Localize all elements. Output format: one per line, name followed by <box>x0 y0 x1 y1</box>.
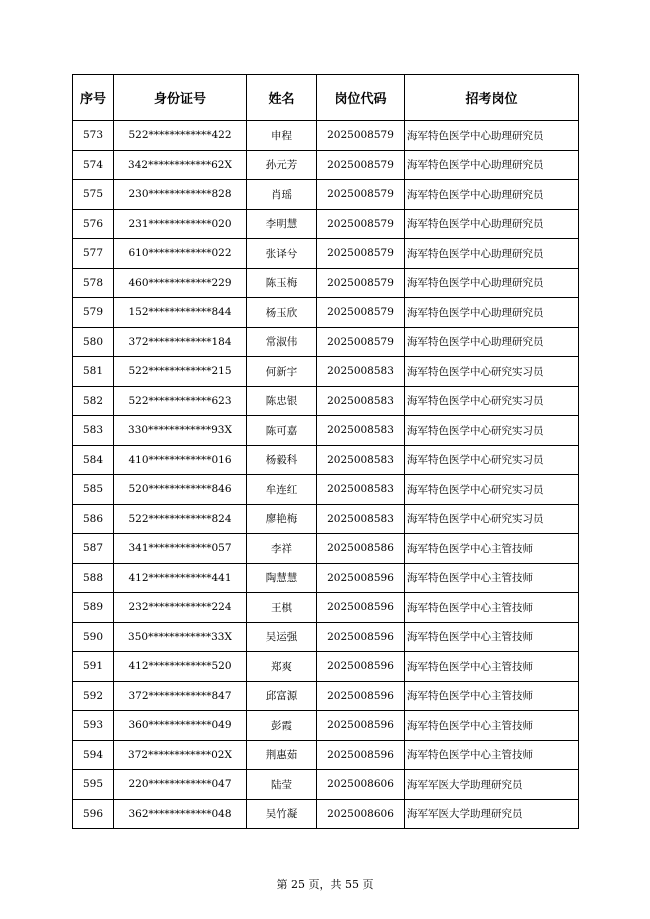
table-row <box>73 357 579 387</box>
cell-name: 何新宇 <box>247 357 317 387</box>
cell-id-number: 522************422 <box>114 121 247 151</box>
cell-id-number: 412************520 <box>114 652 247 682</box>
table-row <box>73 770 579 800</box>
roster-table <box>72 74 579 829</box>
cell-seq: 593 <box>73 711 114 741</box>
table-row <box>73 121 579 151</box>
cell-seq: 577 <box>73 239 114 269</box>
cell-post-title: 海军特色医学中心主管技师 <box>405 711 579 741</box>
header-post-code: 岗位代码 <box>317 75 405 121</box>
cell-seq: 576 <box>73 209 114 239</box>
cell-seq: 585 <box>73 475 114 505</box>
cell-name: 吴竹凝 <box>247 799 317 829</box>
cell-post-title: 海军特色医学中心主管技师 <box>405 740 579 770</box>
cell-name: 荆惠茹 <box>247 740 317 770</box>
cell-id-number: 460************229 <box>114 268 247 298</box>
cell-name: 陶慧慧 <box>247 563 317 593</box>
cell-seq: 583 <box>73 416 114 446</box>
cell-id-number: 330************93X <box>114 416 247 446</box>
cell-post-code: 2025008596 <box>317 563 405 593</box>
table-row <box>73 534 579 564</box>
cell-seq: 587 <box>73 534 114 564</box>
header-post-title: 招考岗位 <box>405 75 579 121</box>
table-header-row <box>73 75 579 121</box>
cell-post-code: 2025008583 <box>317 386 405 416</box>
cell-name: 肖瑶 <box>247 180 317 210</box>
cell-post-title: 海军特色医学中心助理研究员 <box>405 298 579 328</box>
cell-seq: 589 <box>73 593 114 623</box>
cell-name: 李明慧 <box>247 209 317 239</box>
cell-post-code: 2025008579 <box>317 298 405 328</box>
cell-post-title: 海军特色医学中心研究实习员 <box>405 475 579 505</box>
cell-seq: 578 <box>73 268 114 298</box>
cell-post-title: 海军特色医学中心研究实习员 <box>405 386 579 416</box>
cell-post-code: 2025008586 <box>317 534 405 564</box>
cell-post-title: 海军特色医学中心主管技师 <box>405 534 579 564</box>
header-seq: 序号 <box>73 75 114 121</box>
cell-seq: 590 <box>73 622 114 652</box>
table-row <box>73 652 579 682</box>
cell-post-code: 2025008606 <box>317 799 405 829</box>
cell-name: 陆莹 <box>247 770 317 800</box>
table-row <box>73 504 579 534</box>
cell-post-title: 海军特色医学中心研究实习员 <box>405 357 579 387</box>
cell-post-title: 海军特色医学中心助理研究员 <box>405 239 579 269</box>
header-name: 姓名 <box>247 75 317 121</box>
header-id-number: 身份证号 <box>114 75 247 121</box>
cell-seq: 584 <box>73 445 114 475</box>
table-body <box>73 121 579 829</box>
table-row <box>73 298 579 328</box>
cell-post-code: 2025008596 <box>317 740 405 770</box>
cell-id-number: 341************057 <box>114 534 247 564</box>
cell-id-number: 220************047 <box>114 770 247 800</box>
cell-name: 吴运强 <box>247 622 317 652</box>
cell-post-code: 2025008596 <box>317 681 405 711</box>
cell-post-title: 海军特色医学中心主管技师 <box>405 593 579 623</box>
cell-post-title: 海军特色医学中心主管技师 <box>405 563 579 593</box>
table-row <box>73 386 579 416</box>
cell-seq: 580 <box>73 327 114 357</box>
cell-name: 杨毅科 <box>247 445 317 475</box>
cell-post-code: 2025008596 <box>317 711 405 741</box>
table-row <box>73 416 579 446</box>
cell-id-number: 410************016 <box>114 445 247 475</box>
cell-post-title: 海军特色医学中心主管技师 <box>405 652 579 682</box>
cell-id-number: 610************022 <box>114 239 247 269</box>
table-row <box>73 475 579 505</box>
cell-id-number: 522************215 <box>114 357 247 387</box>
cell-seq: 596 <box>73 799 114 829</box>
cell-seq: 573 <box>73 121 114 151</box>
cell-seq: 594 <box>73 740 114 770</box>
cell-id-number: 231************020 <box>114 209 247 239</box>
cell-post-title: 海军特色医学中心助理研究员 <box>405 150 579 180</box>
cell-post-title: 海军特色医学中心助理研究员 <box>405 268 579 298</box>
table-row <box>73 268 579 298</box>
cell-seq: 588 <box>73 563 114 593</box>
cell-post-code: 2025008579 <box>317 121 405 151</box>
cell-post-title: 海军特色医学中心主管技师 <box>405 622 579 652</box>
cell-post-title: 海军特色医学中心主管技师 <box>405 681 579 711</box>
cell-seq: 579 <box>73 298 114 328</box>
cell-post-code: 2025008579 <box>317 150 405 180</box>
cell-post-title: 海军特色医学中心助理研究员 <box>405 209 579 239</box>
cell-post-code: 2025008596 <box>317 593 405 623</box>
cell-post-title: 海军特色医学中心助理研究员 <box>405 327 579 357</box>
table-row <box>73 622 579 652</box>
table-row <box>73 799 579 829</box>
cell-name: 孙元芳 <box>247 150 317 180</box>
cell-name: 张译兮 <box>247 239 317 269</box>
cell-name: 彭霞 <box>247 711 317 741</box>
cell-name: 王棋 <box>247 593 317 623</box>
cell-id-number: 342************62X <box>114 150 247 180</box>
cell-id-number: 230************828 <box>114 180 247 210</box>
cell-post-title: 海军特色医学中心助理研究员 <box>405 180 579 210</box>
cell-post-title: 海军特色医学中心研究实习员 <box>405 445 579 475</box>
cell-post-code: 2025008579 <box>317 239 405 269</box>
cell-post-title: 海军特色医学中心助理研究员 <box>405 121 579 151</box>
cell-post-title: 海军军医大学助理研究员 <box>405 770 579 800</box>
cell-post-code: 2025008579 <box>317 180 405 210</box>
cell-post-code: 2025008583 <box>317 475 405 505</box>
cell-seq: 582 <box>73 386 114 416</box>
table-row <box>73 593 579 623</box>
page-number: 第 25 页，共 55 页 <box>276 878 374 891</box>
cell-name: 杨玉欣 <box>247 298 317 328</box>
cell-name: 陈忠银 <box>247 386 317 416</box>
table-row <box>73 209 579 239</box>
cell-id-number: 372************02X <box>114 740 247 770</box>
cell-name: 廖艳梅 <box>247 504 317 534</box>
cell-name: 牟连红 <box>247 475 317 505</box>
cell-id-number: 520************846 <box>114 475 247 505</box>
cell-id-number: 522************623 <box>114 386 247 416</box>
cell-id-number: 412************441 <box>114 563 247 593</box>
cell-post-title: 海军特色医学中心研究实习员 <box>405 416 579 446</box>
cell-id-number: 522************824 <box>114 504 247 534</box>
cell-id-number: 362************048 <box>114 799 247 829</box>
cell-id-number: 350************33X <box>114 622 247 652</box>
table-row <box>73 681 579 711</box>
cell-post-code: 2025008579 <box>317 327 405 357</box>
table-row <box>73 740 579 770</box>
cell-name: 邱富源 <box>247 681 317 711</box>
cell-name: 申程 <box>247 121 317 151</box>
cell-seq: 581 <box>73 357 114 387</box>
cell-seq: 574 <box>73 150 114 180</box>
cell-id-number: 372************184 <box>114 327 247 357</box>
cell-name: 李祥 <box>247 534 317 564</box>
cell-post-code: 2025008596 <box>317 622 405 652</box>
cell-post-code: 2025008583 <box>317 416 405 446</box>
cell-post-code: 2025008606 <box>317 770 405 800</box>
cell-seq: 595 <box>73 770 114 800</box>
cell-id-number: 372************847 <box>114 681 247 711</box>
cell-post-title: 海军军医大学助理研究员 <box>405 799 579 829</box>
table-row <box>73 180 579 210</box>
table-row <box>73 711 579 741</box>
table-row <box>73 239 579 269</box>
cell-seq: 575 <box>73 180 114 210</box>
cell-seq: 592 <box>73 681 114 711</box>
table-row <box>73 150 579 180</box>
table-row <box>73 445 579 475</box>
cell-id-number: 152************844 <box>114 298 247 328</box>
cell-post-code: 2025008583 <box>317 445 405 475</box>
cell-id-number: 360************049 <box>114 711 247 741</box>
cell-name: 郑爽 <box>247 652 317 682</box>
cell-post-code: 2025008579 <box>317 209 405 239</box>
cell-name: 陈玉梅 <box>247 268 317 298</box>
cell-name: 陈可嘉 <box>247 416 317 446</box>
cell-post-code: 2025008579 <box>317 268 405 298</box>
cell-post-title: 海军特色医学中心研究实习员 <box>405 504 579 534</box>
cell-post-code: 2025008583 <box>317 357 405 387</box>
cell-id-number: 232************224 <box>114 593 247 623</box>
table-row <box>73 563 579 593</box>
cell-seq: 586 <box>73 504 114 534</box>
cell-post-code: 2025008596 <box>317 652 405 682</box>
cell-name: 常淑伟 <box>247 327 317 357</box>
cell-seq: 591 <box>73 652 114 682</box>
table-row <box>73 327 579 357</box>
cell-post-code: 2025008583 <box>317 504 405 534</box>
